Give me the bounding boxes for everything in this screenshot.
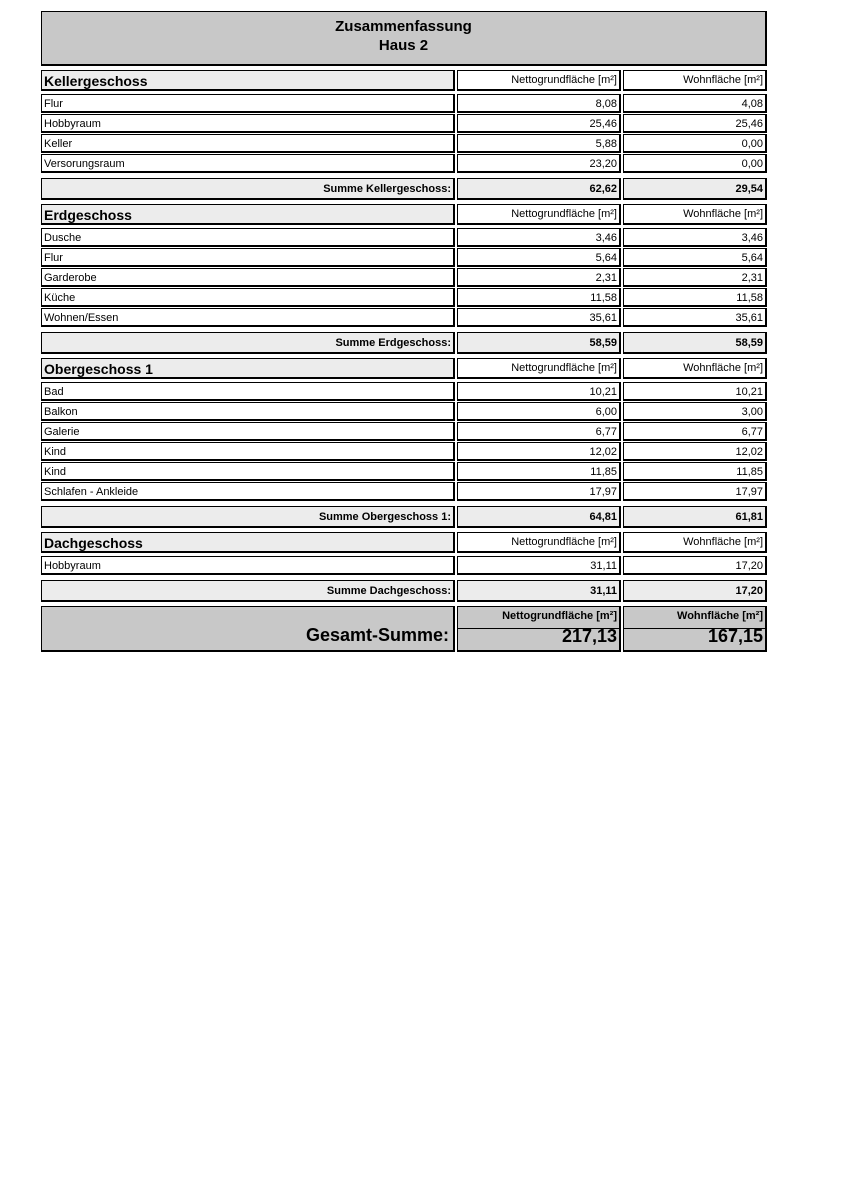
section-sum-ngf: 62,62 (457, 178, 621, 200)
column-header-ngf: Nettogrundfläche [m²] (457, 204, 621, 225)
grand-total-ngf-cell (457, 606, 621, 652)
table-row (41, 308, 767, 327)
room-ngf-value: 8,08 (457, 94, 621, 113)
section-sum-wf: 58,59 (623, 332, 767, 354)
room-name: Kind (41, 462, 455, 481)
room-name: Schlafen - Ankleide (41, 482, 455, 501)
section-sum-ngf: 31,11 (457, 580, 621, 602)
table-row (41, 268, 767, 287)
room-wf-value: 11,85 (623, 462, 767, 481)
table-row (41, 482, 767, 501)
room-wf-value: 17,97 (623, 482, 767, 501)
table-row (41, 134, 767, 153)
room-name: Versorungsraum (41, 154, 455, 173)
section-sum-wf: 29,54 (623, 178, 767, 200)
column-header-wf: Wohnfläche [m²] (623, 532, 767, 553)
column-header-wf: Wohnfläche [m²] (623, 358, 767, 379)
grand-total-wf-value: 167,15 (707, 626, 763, 646)
room-name: Garderobe (41, 268, 455, 287)
room-wf-value: 35,61 (623, 308, 767, 327)
room-ngf-value: 35,61 (457, 308, 621, 327)
room-wf-value: 25,46 (623, 114, 767, 133)
section-title: Dachgeschoss (41, 532, 455, 553)
room-name: Dusche (41, 228, 455, 247)
column-header-wf: Wohnfläche [m²] (623, 204, 767, 225)
section-sum-ngf: 58,59 (457, 332, 621, 354)
room-name: Hobbyraum (41, 114, 455, 133)
section-sum-row (41, 178, 767, 200)
table-row (41, 248, 767, 267)
table-row (41, 402, 767, 421)
room-wf-value: 6,77 (623, 422, 767, 441)
section-sum-label: Summe Erdgeschoss: (41, 332, 455, 354)
document-subtitle: Haus 2 (378, 37, 429, 54)
section-header-row (41, 70, 767, 91)
column-header-ngf: Nettogrundfläche [m²] (457, 532, 621, 553)
grand-total-row (41, 606, 767, 652)
table-row (41, 422, 767, 441)
table-row (41, 382, 767, 401)
section-title: Obergeschoss 1 (41, 358, 455, 379)
section-header-row (41, 204, 767, 225)
table-row (41, 228, 767, 247)
section-sum-label: Summe Kellergeschoss: (41, 178, 455, 200)
room-wf-value: 12,02 (623, 442, 767, 461)
grand-total-ngf-header: Nettogrundfläche [m²] (502, 610, 617, 622)
grand-total-label: Gesamt-Summe: (305, 625, 449, 645)
room-ngf-value: 17,97 (457, 482, 621, 501)
column-header-ngf: Nettogrundfläche [m²] (457, 70, 621, 91)
room-ngf-value: 25,46 (457, 114, 621, 133)
table-row (41, 114, 767, 133)
room-name: Hobbyraum (41, 556, 455, 575)
room-wf-value: 5,64 (623, 248, 767, 267)
section-sum-label: Summe Obergeschoss 1: (41, 506, 455, 528)
title-box (41, 11, 767, 66)
table-row (41, 462, 767, 481)
room-name: Bad (41, 382, 455, 401)
column-header-wf: Wohnfläche [m²] (623, 70, 767, 91)
room-ngf-value: 3,46 (457, 228, 621, 247)
table-row (41, 288, 767, 307)
room-wf-value: 3,46 (623, 228, 767, 247)
section-sum-row (41, 332, 767, 354)
section-title: Erdgeschoss (41, 204, 455, 225)
room-name: Küche (41, 288, 455, 307)
section-sum-wf: 61,81 (623, 506, 767, 528)
room-ngf-value: 10,21 (457, 382, 621, 401)
room-name: Galerie (41, 422, 455, 441)
room-wf-value: 0,00 (623, 154, 767, 173)
room-ngf-value: 6,77 (457, 422, 621, 441)
section-header-row (41, 358, 767, 379)
room-wf-value: 2,31 (623, 268, 767, 287)
room-ngf-value: 31,11 (457, 556, 621, 575)
room-name: Kind (41, 442, 455, 461)
section-sum-row (41, 506, 767, 528)
room-ngf-value: 5,64 (457, 248, 621, 267)
section-header-row (41, 532, 767, 553)
room-ngf-value: 6,00 (457, 402, 621, 421)
table-row (41, 94, 767, 113)
grand-total-ngf-value: 217,13 (561, 626, 617, 646)
table-row (41, 442, 767, 461)
room-wf-value: 4,08 (623, 94, 767, 113)
room-wf-value: 0,00 (623, 134, 767, 153)
room-ngf-value: 11,85 (457, 462, 621, 481)
table-row (41, 556, 767, 575)
room-name: Balkon (41, 402, 455, 421)
table-row (41, 154, 767, 173)
room-wf-value: 17,20 (623, 556, 767, 575)
room-wf-value: 3,00 (623, 402, 767, 421)
grand-total-wf-header: Wohnfläche [m²] (677, 610, 763, 622)
room-name: Flur (41, 248, 455, 267)
section-sum-ngf: 64,81 (457, 506, 621, 528)
section-sum-label: Summe Dachgeschoss: (41, 580, 455, 602)
room-ngf-value: 12,02 (457, 442, 621, 461)
summary-sheet (41, 11, 767, 652)
room-name: Keller (41, 134, 455, 153)
document-title: Zusammenfassung (335, 18, 472, 35)
section-sum-row (41, 580, 767, 602)
room-wf-value: 10,21 (623, 382, 767, 401)
room-name: Flur (41, 94, 455, 113)
room-ngf-value: 23,20 (457, 154, 621, 173)
room-name: Wohnen/Essen (41, 308, 455, 327)
column-header-ngf: Nettogrundfläche [m²] (457, 358, 621, 379)
room-ngf-value: 2,31 (457, 268, 621, 287)
room-wf-value: 11,58 (623, 288, 767, 307)
section-sum-wf: 17,20 (623, 580, 767, 602)
grand-total-label-cell (41, 606, 455, 652)
grand-total-wf-cell (623, 606, 767, 652)
area-table (41, 66, 767, 652)
room-ngf-value: 11,58 (457, 288, 621, 307)
section-title: Kellergeschoss (41, 70, 455, 91)
room-ngf-value: 5,88 (457, 134, 621, 153)
